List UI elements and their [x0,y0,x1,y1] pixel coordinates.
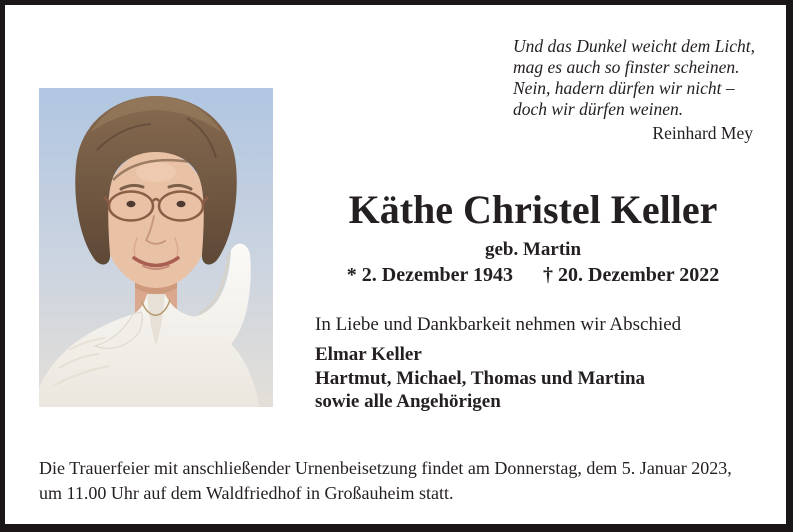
quote-line: Und das Dunkel weicht dem Licht, [513,36,756,56]
quote-attribution: Reinhard Mey [652,123,753,143]
quote-line: Nein, hadern dürfen wir nicht – [513,78,735,98]
mourner-line: Hartmut, Michael, Thomas und Martina [315,367,646,389]
death-date: † 20. Dezember 2022 [543,264,720,286]
maiden-name: geb. Martin [484,239,582,260]
life-dates [315,264,751,287]
quote-line: doch wir dürfen weinen. [513,99,684,119]
mourner-line: Elmar Keller [315,344,422,365]
farewell-line: In Liebe und Dankbarkeit nehmen wir Abschied [315,314,682,335]
funeral-info-line: Die Trauerfeier mit anschließender Urnenbeisetzung findet am Donnerstag, dem 5. Januar 2023, [39,458,732,478]
birth-date: * 2. Dezember 1943 [346,264,513,286]
portrait-photo [39,88,273,407]
mourner-line: sowie alle Angehörigen [315,391,501,412]
funeral-info-line: um 11.00 Uhr auf dem Waldfriedhof in Großauheim statt. [39,482,454,503]
mourners-list [315,343,645,414]
memorial-quote [513,36,756,144]
portrait-svg [39,88,273,407]
funeral-info [39,456,732,505]
quote-line: mag es auch so finster scheinen. [513,57,740,77]
deceased-name: Käthe Christel Keller [348,187,718,232]
